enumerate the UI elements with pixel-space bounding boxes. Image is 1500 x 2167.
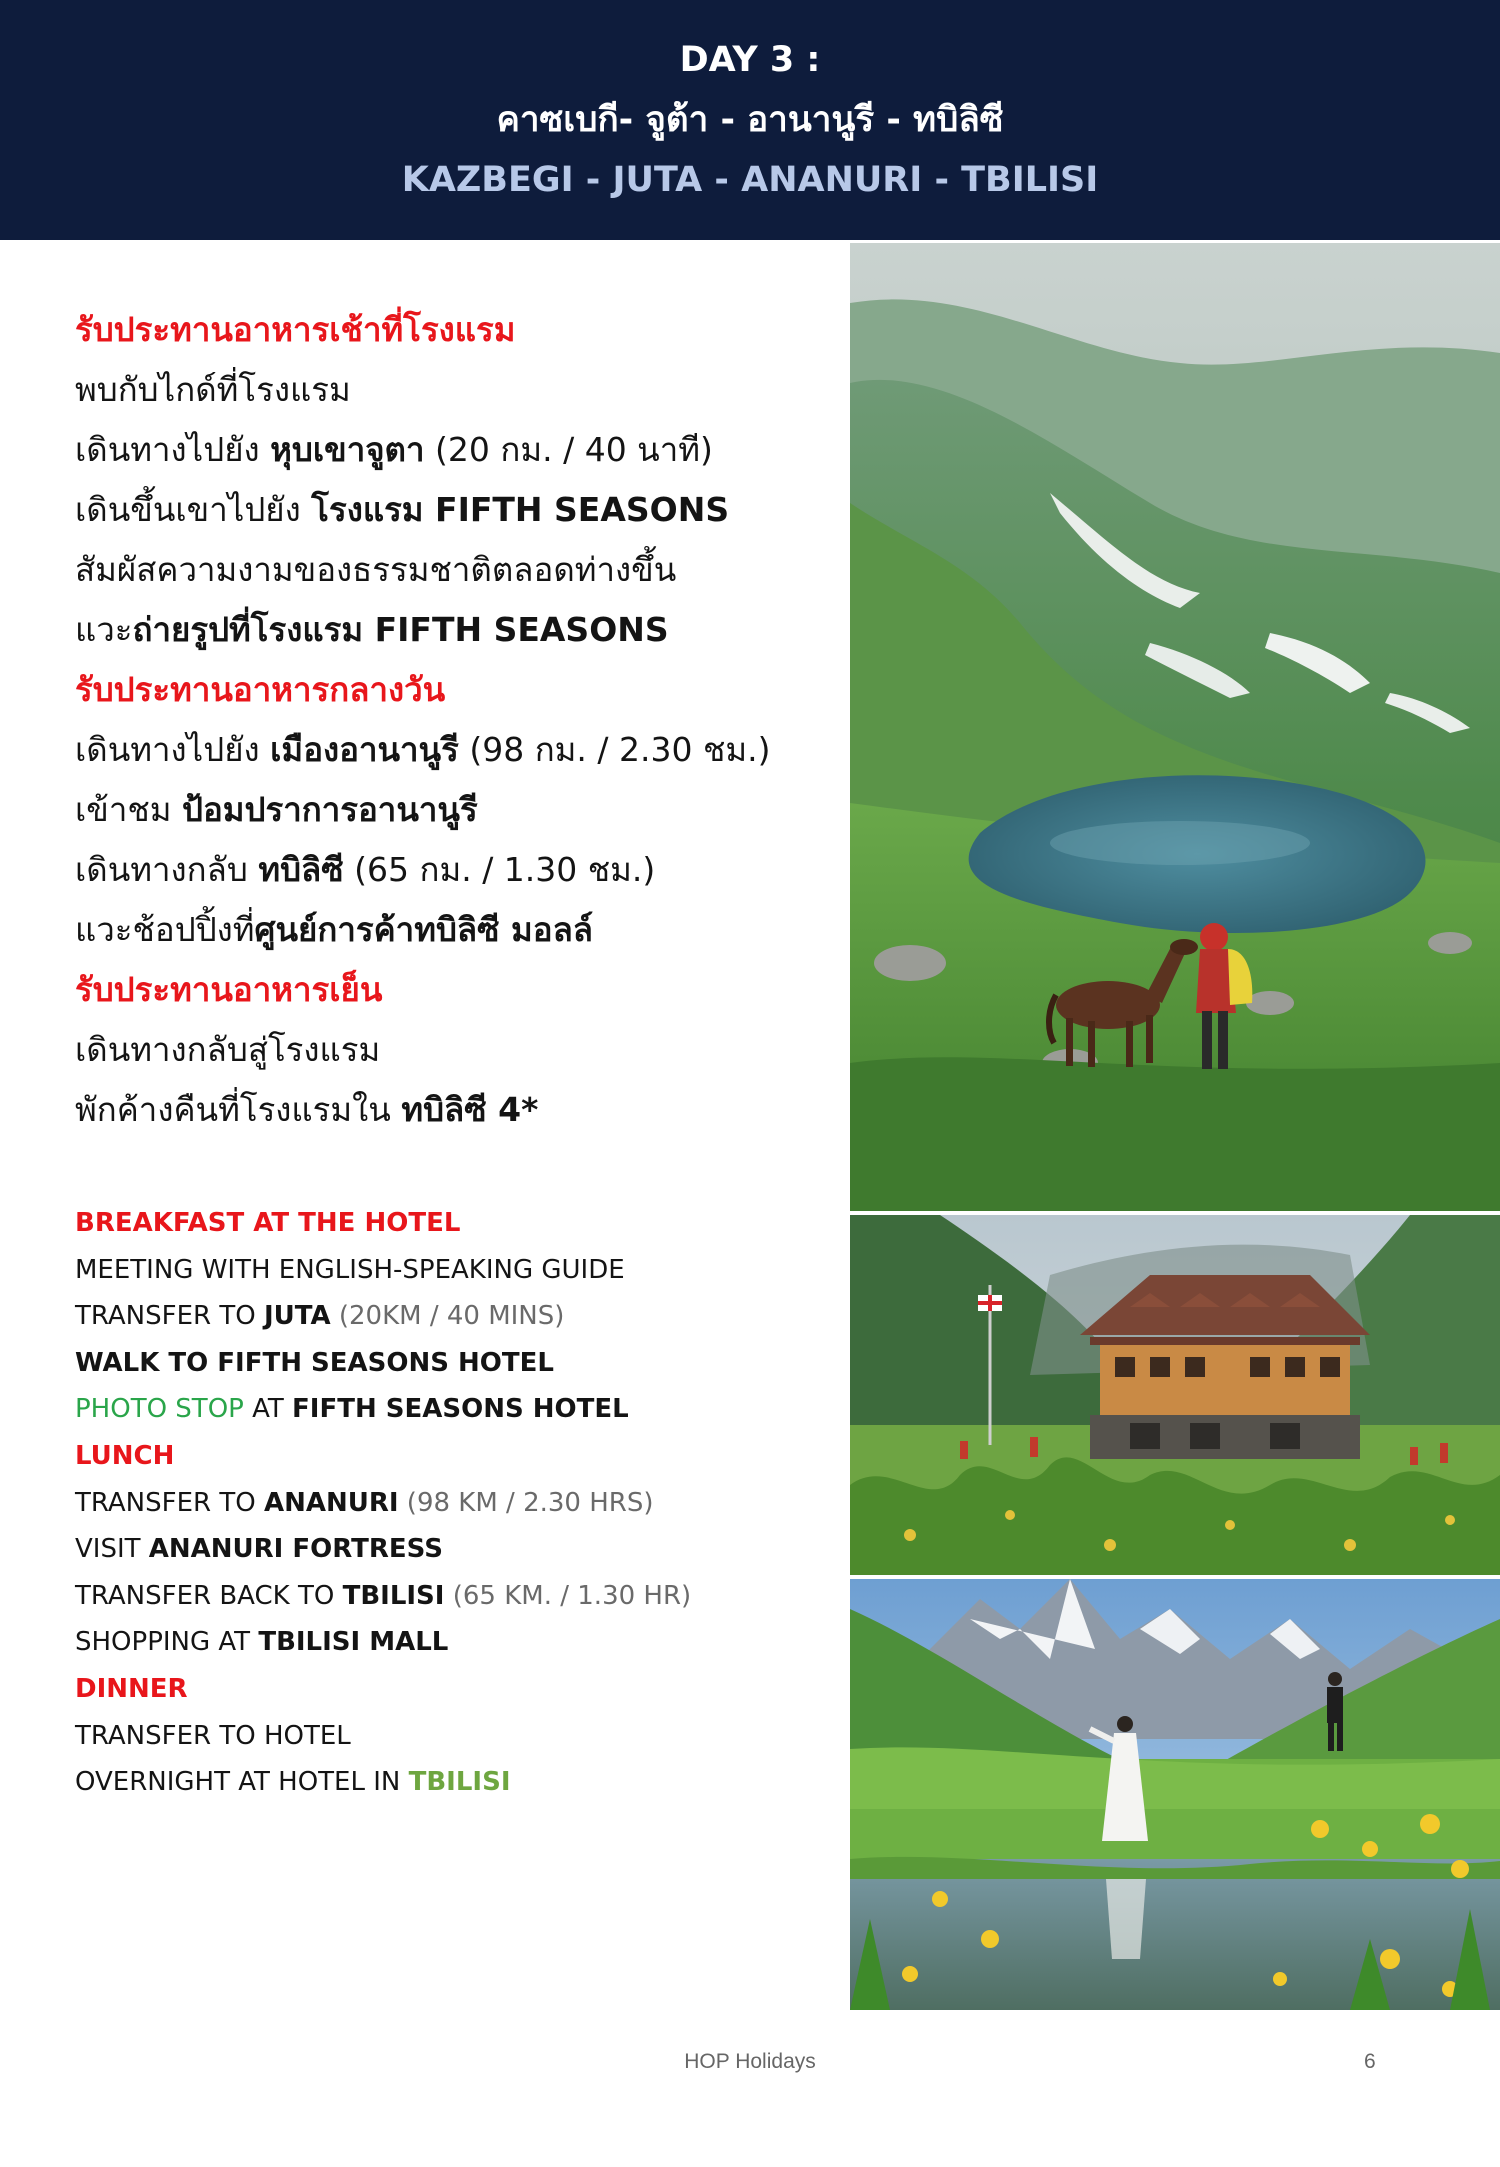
itinerary-line (75, 1526, 835, 1573)
route-thai: คาซเบกี- จูต้า - อานานูรี - ทบิลิซี (496, 100, 1004, 140)
itinerary-line (75, 1480, 835, 1527)
mountain-lake-horse-photo (850, 243, 1500, 1211)
mountain-stream-couple-photo (850, 1579, 1500, 2010)
footer-brand: HOP Holidays (684, 2050, 816, 2073)
itinerary-text-segment: SHOPPING AT (75, 1627, 259, 1658)
itinerary-text-segment: TRANSFER BACK TO (75, 1580, 343, 1611)
itinerary-line (75, 1080, 835, 1140)
itinerary-line (75, 1020, 835, 1080)
itinerary-text-segment: TRANSFER TO (75, 1487, 264, 1518)
itinerary-text-segment: พักค้างคืนที่โรงแรมใน (75, 1090, 402, 1129)
itinerary-text (75, 300, 835, 1806)
itinerary-line (75, 540, 835, 600)
itinerary-text-segment: (20KM / 40 MINS) (330, 1301, 565, 1332)
itinerary-text-segment: (20 กม. / 40 นาที) (424, 430, 713, 469)
itinerary-text-segment: TBILISI (408, 1767, 511, 1798)
itinerary-line (75, 1293, 835, 1340)
itinerary-line (75, 1386, 835, 1433)
fifth-seasons-hotel-photo (850, 1215, 1500, 1575)
itinerary-line (75, 1340, 835, 1387)
itinerary-text-segment: FIFTH SEASONS HOTEL (292, 1394, 629, 1425)
itinerary-line (75, 1433, 835, 1480)
itinerary-text-segment: แวะ (75, 610, 133, 649)
itinerary-line (75, 720, 835, 780)
itinerary-line (75, 480, 835, 540)
itinerary-line (75, 1759, 835, 1806)
itinerary-text-segment: รับประทานอาหารเช้าที่โรงแรม (75, 310, 516, 349)
itinerary-text-segment: JUTA (263, 1301, 331, 1332)
itinerary-text-segment: ANANURI (263, 1487, 399, 1518)
itinerary-text-segment: รับประทานอาหารกลางวัน (75, 670, 446, 709)
itinerary-line (75, 600, 835, 660)
itinerary-text-segment: เดินทางกลับ (75, 850, 259, 889)
itinerary-line (75, 900, 835, 960)
itinerary-text-segment: (65 กม. / 1.30 ชม.) (343, 850, 656, 889)
itinerary-line (75, 1713, 835, 1760)
itinerary-text-segment: (98 KM / 2.30 HRS) (398, 1487, 654, 1518)
itinerary-thai (75, 300, 835, 1140)
itinerary-text-segment: (65 KM. / 1.30 HR) (444, 1580, 692, 1611)
itinerary-line (75, 840, 835, 900)
page-footer (0, 2050, 1500, 2086)
itinerary-text-segment: ANANURI FORTRESS (148, 1534, 443, 1565)
itinerary-text-segment: สัมผัสความงามของธรรมชาติตลอดท่างขึ้น (75, 550, 677, 589)
route-english: KAZBEGI - JUTA - ANANURI - TBILISI (401, 160, 1099, 200)
itinerary-line (75, 780, 835, 840)
photo-column (850, 243, 1500, 2010)
itinerary-text-segment: TBILISI MALL (258, 1627, 449, 1658)
itinerary-line (75, 1619, 835, 1666)
page-number: 6 (1364, 2050, 1376, 2073)
itinerary-text-segment: (98 กม. / 2.30 ชม.) (458, 730, 771, 769)
itinerary-text-segment: VISIT (75, 1534, 149, 1565)
itinerary-text-segment: BREAKFAST AT THE HOTEL (75, 1208, 461, 1238)
day-header (0, 0, 1500, 240)
itinerary-line (75, 360, 835, 420)
itinerary-line (75, 1666, 835, 1713)
itinerary-text-segment: แวะช้อปปิ้งที่ (75, 910, 255, 949)
itinerary-text-segment: เดินทางกลับสู่โรงแรม (75, 1030, 381, 1069)
itinerary-line (75, 420, 835, 480)
itinerary-text-segment: ทบิลิซี (258, 850, 344, 889)
itinerary-text-segment: TRANSFER TO HOTEL (75, 1720, 351, 1751)
itinerary-line (75, 660, 835, 720)
itinerary-text-segment: LUNCH (75, 1440, 175, 1471)
itinerary-english (75, 1200, 835, 1806)
itinerary-text-segment: พบกับไกด์ที่โรงแรม (75, 370, 351, 409)
itinerary-text-segment: เดินทางไปยัง (75, 730, 271, 769)
itinerary-text-segment: เข้าชม (75, 790, 183, 829)
itinerary-text-segment: ทบิลิซี 4* (401, 1090, 539, 1129)
itinerary-text-segment: ถ่ายรูปที่โรงแรม FIFTH SEASONS (132, 610, 669, 649)
itinerary-text-segment: ป้อมปราการอานานูรี (182, 790, 478, 829)
itinerary-line (75, 1200, 835, 1247)
itinerary-line (75, 1247, 835, 1294)
itinerary-text-segment: เดินขึ้นเขาไปยัง (75, 490, 312, 529)
itinerary-text-segment: หุบเขาจูตา (270, 430, 425, 469)
itinerary-line (75, 1573, 835, 1620)
itinerary-line (75, 960, 835, 1020)
itinerary-text-segment: WALK TO FIFTH SEASONS HOTEL (75, 1347, 554, 1378)
itinerary-text-segment: PHOTO STOP (75, 1394, 244, 1425)
itinerary-text-segment: DINNER (75, 1673, 188, 1704)
itinerary-text-segment: MEETING WITH ENGLISH-SPEAKING GUIDE (75, 1254, 625, 1285)
itinerary-text-segment: เดินทางไปยัง (75, 430, 271, 469)
itinerary-text-segment: OVERNIGHT AT HOTEL IN (75, 1767, 409, 1798)
itinerary-text-segment: เมืองอานานูรี (270, 730, 459, 769)
day-title: DAY 3 : (679, 40, 821, 80)
itinerary-text-segment: TBILISI (342, 1580, 445, 1611)
itinerary-text-segment: ศูนย์การค้าทบิลิซี มอลล์ (254, 910, 594, 949)
itinerary-line (75, 300, 835, 360)
itinerary-text-segment: AT (243, 1394, 293, 1425)
itinerary-text-segment: รับประทานอาหารเย็น (75, 970, 383, 1009)
itinerary-text-segment: โรงแรม FIFTH SEASONS (311, 490, 730, 529)
itinerary-text-segment: TRANSFER TO (75, 1301, 264, 1332)
